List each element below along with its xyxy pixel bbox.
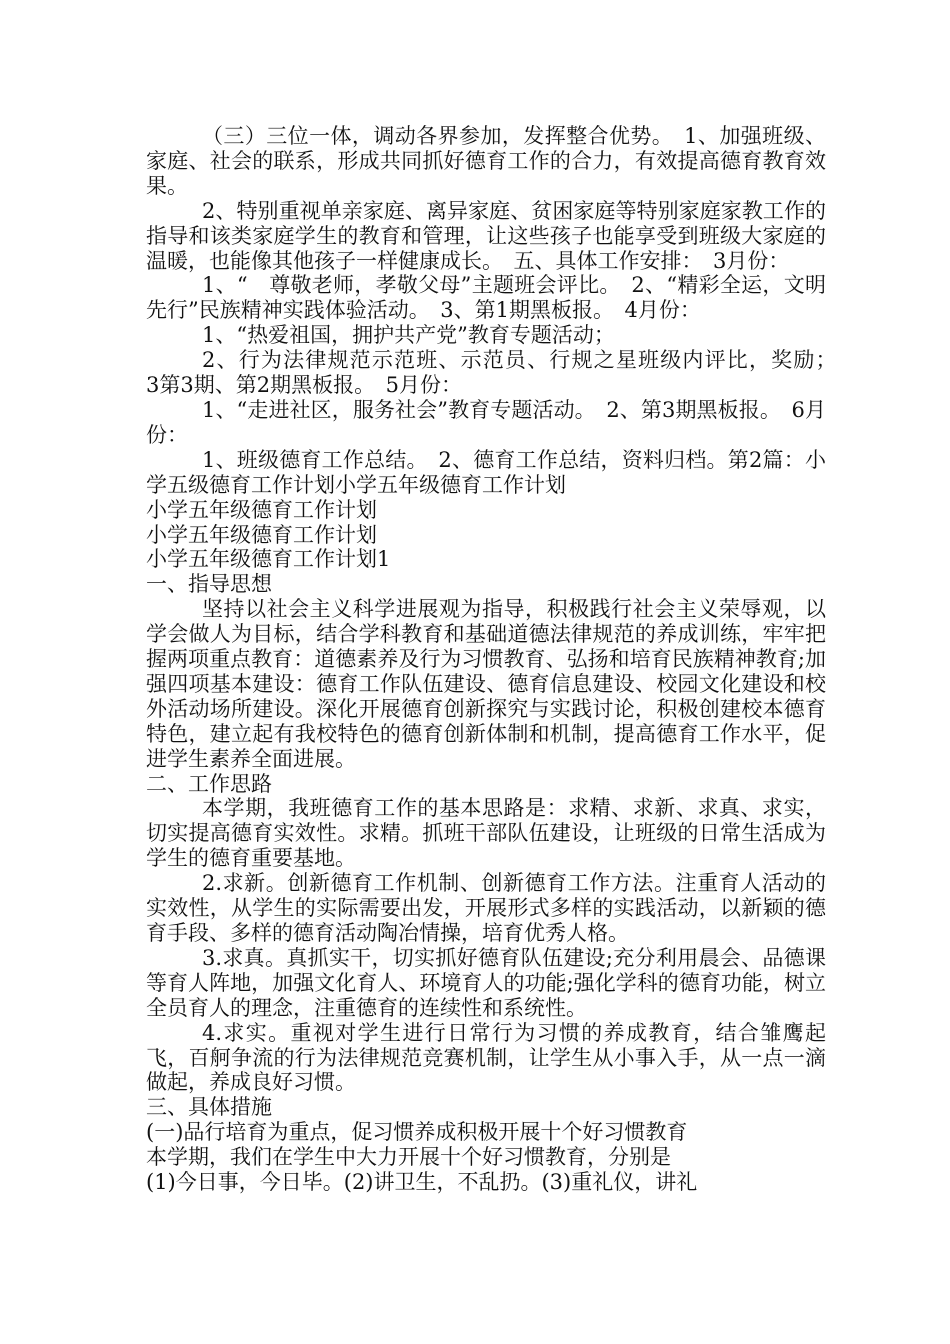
- paragraph: 1、班级德育工作总结。 2、德育工作总结，资料归档。第2篇：小学五级德育工作计划小学五年级德育工作计划: [146, 447, 826, 497]
- paragraph: 2、行为法律规范示范班、示范员、行规之星班级内评比，奖励； 3第3期、第2期黑板报。 5月份：: [146, 348, 847, 398]
- paragraph: 3.求真。真抓实干，切实抓好德育队伍建设;充分利用晨会、品德课等育人阵地，加强文化育人、环境育人的功能;强化学科的德育功能，树立全员育人的理念，注重德育的连续性和系统性。: [146, 945, 826, 1020]
- paragraph: （三）三位一体，调动各界参加，发挥整合优势。 1、加强班级、家庭、社会的联系，形成共同抓好德育工作的合力，有效提高德育教育效果。: [146, 124, 826, 198]
- subtitle-line: 小学五年级德育工作计划: [146, 522, 377, 547]
- paragraph: 4.求实。重视对学生进行日常行为习惯的养成教育，结合雏鹰起飞，百舸争流的行为法律规范竞赛机制，让学生从小事入手，从一点一滴做起，养成良好习惯。: [146, 1020, 826, 1095]
- paragraph: 本学期，我班德育工作的基本思路是：求精、求新、求真、求实，切实提高德育实效性。求精。抓班干部队伍建设，让班级的日常生活成为学生的德育重要基地。: [146, 796, 826, 871]
- paragraph: (1)今日事，今日毕。(2)讲卫生，不乱扔。(3)重礼仪，讲礼: [146, 1170, 698, 1195]
- paragraph: 2.求新。创新德育工作机制、创新德育工作方法。注重育人活动的实效性，从学生的实际需要出发，开展形式多样的实践活动，以新颖的德育手段、多样的德育活动陶冶情操，培育优秀人格。: [146, 871, 826, 945]
- subtitle-line: 小学五年级德育工作计划: [146, 497, 377, 522]
- paragraph: 2、特别重视单亲家庭、离异家庭、贫困家庭等特别家庭家教工作的指导和该类家庭学生的教育和管理，让这些孩子也能享受到班级大家庭的温暖，也能像其他孩子一样健康成长。 五、具体工作安排： 3月份：: [146, 198, 826, 273]
- paragraph: 1、“热爱祖国，拥护共产党”教育专题活动；: [202, 323, 615, 348]
- subtitle-line: 小学五年级德育工作计划1: [146, 547, 391, 572]
- paragraph: 本学期，我们在学生中大力开展十个好习惯教育，分别是: [146, 1145, 671, 1170]
- section-heading: 三、具体措施: [146, 1095, 272, 1120]
- paragraph: 坚持以社会主义科学进展观为指导，积极践行社会主义荣辱观，以学会做人为目标，结合学科教育和基础道德法律规范的养成训练，牢牢把握两项重点教育：道德素养及行为习惯教育、弘扬和培育民族精神教育;加强四项基本建设：德育工作队伍建设、德育信息建设、校园文化建设和校外活动场所建设。深化开展德育创新探究与实践讨论，积极创建校本德育特色，建立起有我校特色的德育创新体制和机制，提高德育工作水平，促进学生素养全面进展。: [146, 597, 826, 771]
- section-heading: 一、指导思想: [146, 572, 272, 597]
- subsection-heading: (一)品行培育为重点，促习惯养成积极开展十个好习惯教育: [146, 1120, 688, 1145]
- document-body: [146, 124, 847, 1195]
- paragraph: 1、“ 尊敬老师，孝敬父母”主题班会评比。 2、“精彩全运，文明先行”民族精神实践体验活动。 3、第1期黑板报。 4月份：: [146, 273, 826, 323]
- paragraph: 1、“走进社区，服务社会”教育专题活动。 2、第3期黑板报。 6月份：: [146, 397, 826, 447]
- section-heading: 二、工作思路: [146, 771, 272, 796]
